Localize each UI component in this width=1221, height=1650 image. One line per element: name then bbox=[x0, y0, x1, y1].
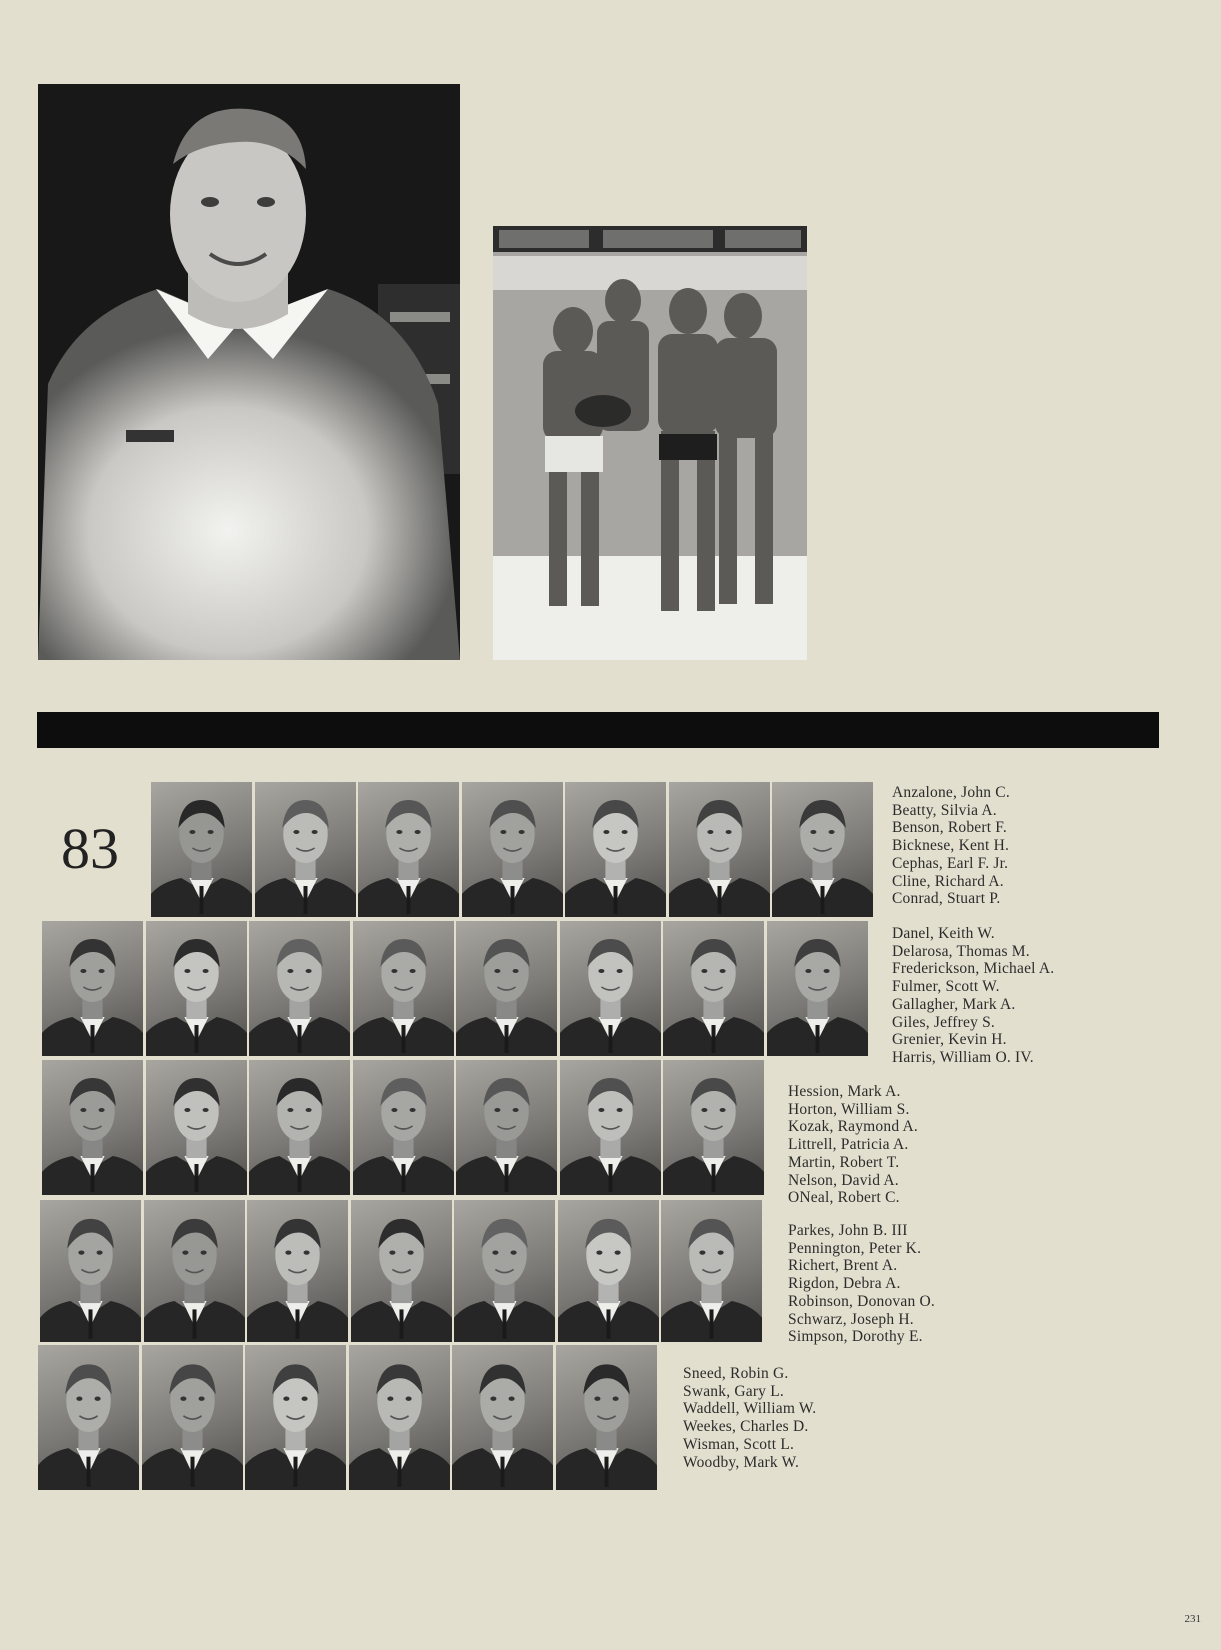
name-entry: Fulmer, Scott W. bbox=[892, 978, 1000, 996]
cadet-portrait bbox=[353, 921, 454, 1056]
cadet-portrait bbox=[247, 1200, 348, 1342]
name-list-row-5 bbox=[683, 1365, 816, 1471]
name-list-row-1 bbox=[892, 784, 1010, 908]
cadet-portrait bbox=[669, 782, 770, 917]
name-entry: Hession, Mark A. bbox=[788, 1083, 901, 1100]
name-entry: Parkes, John B. III bbox=[788, 1222, 908, 1239]
cadet-portrait bbox=[40, 1200, 141, 1342]
name-list-row-4 bbox=[788, 1222, 935, 1346]
cadet-portrait bbox=[42, 1060, 143, 1195]
cadet-portrait bbox=[38, 1345, 139, 1490]
cadet-portrait bbox=[144, 1200, 245, 1342]
cadet-portrait bbox=[42, 921, 143, 1056]
name-entry: Anzalone, John C. bbox=[892, 784, 1010, 801]
name-entry: Gallagher, Mark A. bbox=[892, 995, 1016, 1013]
cadet-portrait bbox=[349, 1345, 450, 1490]
cadet-portrait bbox=[358, 782, 459, 917]
name-entry: Cline, Richard A. bbox=[892, 872, 1004, 890]
name-entry: Swank, Gary L. bbox=[683, 1382, 784, 1400]
name-entry: Giles, Jeffrey S. bbox=[892, 1013, 995, 1031]
name-entry: Littrell, Patricia A. bbox=[788, 1136, 909, 1154]
cadet-portrait bbox=[456, 921, 557, 1056]
cadet-portrait bbox=[146, 1060, 247, 1195]
pool-group-photo bbox=[493, 226, 807, 660]
name-entry: Danel, Keith W. bbox=[892, 925, 995, 942]
name-entry: Conrad, Stuart P. bbox=[892, 890, 1001, 908]
name-entry: Cephas, Earl F. Jr. bbox=[892, 854, 1009, 872]
name-entry: Woodby, Mark W. bbox=[683, 1453, 800, 1471]
name-list-row-3 bbox=[788, 1083, 918, 1207]
cadet-portrait bbox=[560, 1060, 661, 1195]
name-entry: Harris, William O. IV. bbox=[892, 1048, 1034, 1066]
cadet-portrait-photo bbox=[38, 84, 460, 660]
cadet-portrait bbox=[249, 1060, 350, 1195]
name-entry: Bicknese, Kent H. bbox=[892, 837, 1010, 855]
cadet-portrait bbox=[663, 921, 764, 1056]
name-entry: Frederickson, Michael A. bbox=[892, 960, 1055, 978]
name-entry: Richert, Brent A. bbox=[788, 1257, 898, 1275]
cadet-portrait bbox=[456, 1060, 557, 1195]
name-entry: Simpson, Dorothy E. bbox=[788, 1328, 923, 1346]
cadet-portrait bbox=[142, 1345, 243, 1490]
cadet-portrait bbox=[454, 1200, 555, 1342]
name-entry: Horton, William S. bbox=[788, 1100, 910, 1118]
cadet-portrait bbox=[249, 921, 350, 1056]
name-entry: Robinson, Donovan O. bbox=[788, 1292, 935, 1310]
name-entry: Sneed, Robin G. bbox=[683, 1365, 789, 1382]
name-list-row-2 bbox=[892, 925, 1054, 1067]
cadet-portrait bbox=[556, 1345, 657, 1490]
cadet-portrait bbox=[351, 1200, 452, 1342]
name-entry: Nelson, David A. bbox=[788, 1171, 899, 1189]
name-entry: Rigdon, Debra A. bbox=[788, 1275, 901, 1293]
cadet-portrait bbox=[772, 782, 873, 917]
cadet-portrait bbox=[560, 921, 661, 1056]
name-entry: Kozak, Raymond A. bbox=[788, 1118, 918, 1136]
name-entry: Beatty, Silvia A. bbox=[892, 801, 997, 819]
name-entry: Waddell, William W. bbox=[683, 1400, 817, 1418]
cadet-portrait bbox=[663, 1060, 764, 1195]
cadet-portrait bbox=[452, 1345, 553, 1490]
cadet-portrait bbox=[767, 921, 868, 1056]
cadet-portrait bbox=[565, 782, 666, 917]
name-entry: Delarosa, Thomas M. bbox=[892, 942, 1030, 960]
cadet-portrait bbox=[245, 1345, 346, 1490]
cadet-portrait bbox=[146, 921, 247, 1056]
section-divider-bar bbox=[37, 712, 1159, 748]
cadet-portrait bbox=[151, 782, 252, 917]
name-entry: Grenier, Kevin H. bbox=[892, 1031, 1007, 1049]
cadet-portrait bbox=[661, 1200, 762, 1342]
cadet-portrait bbox=[255, 782, 356, 917]
cadet-portrait bbox=[558, 1200, 659, 1342]
name-entry: Wisman, Scott L. bbox=[683, 1435, 795, 1453]
name-entry: Martin, Robert T. bbox=[788, 1153, 900, 1171]
name-entry: Pennington, Peter K. bbox=[788, 1239, 922, 1257]
cadet-portrait bbox=[353, 1060, 454, 1195]
name-entry: ONeal, Robert C. bbox=[788, 1189, 900, 1207]
page-number: 231 bbox=[1184, 1613, 1201, 1625]
name-entry: Benson, Robert F. bbox=[892, 819, 1007, 837]
name-entry: Schwarz, Joseph H. bbox=[788, 1310, 914, 1328]
name-entry: Weekes, Charles D. bbox=[683, 1418, 809, 1436]
squadron-number: 83 bbox=[61, 816, 119, 881]
cadet-portrait bbox=[462, 782, 563, 917]
